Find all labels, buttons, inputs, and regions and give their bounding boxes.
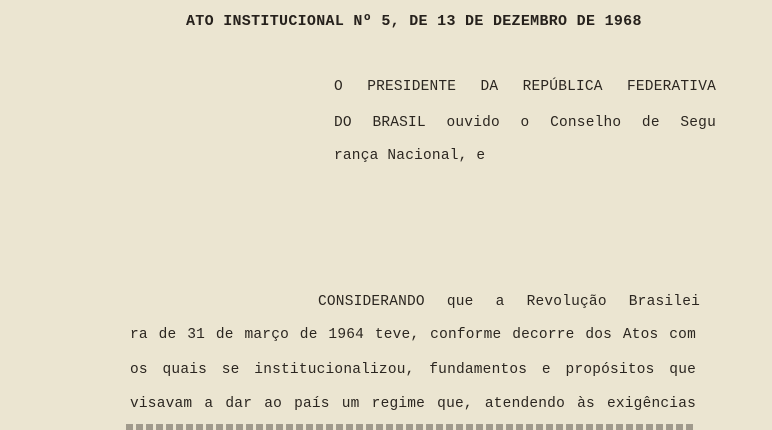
considerando-line-1: CONSIDERANDO que a Revolução Brasilei xyxy=(318,294,700,310)
document-title: ATO INSTITUCIONAL Nº 5, DE 13 DE DEZEMBRO DE 1968 xyxy=(186,13,642,30)
considerando-line-4: visavam a dar ao país um regime que, atendendo às exigências xyxy=(130,396,696,412)
considerando-line-2: ra de 31 de março de 1964 teve, conforme decorre dos Atos com xyxy=(130,327,696,343)
intro-line-1: O PRESIDENTE DA REPÚBLICA FEDERATIVA xyxy=(334,79,716,95)
considerando-line-3: os quais se institucionalizou, fundamentos e propósitos que xyxy=(130,362,696,378)
cut-off-text-line xyxy=(126,424,696,430)
intro-line-2: DO BRASIL ouvido o Conselho de Segu xyxy=(334,115,716,131)
intro-line-3: rança Nacional, e xyxy=(334,148,486,164)
